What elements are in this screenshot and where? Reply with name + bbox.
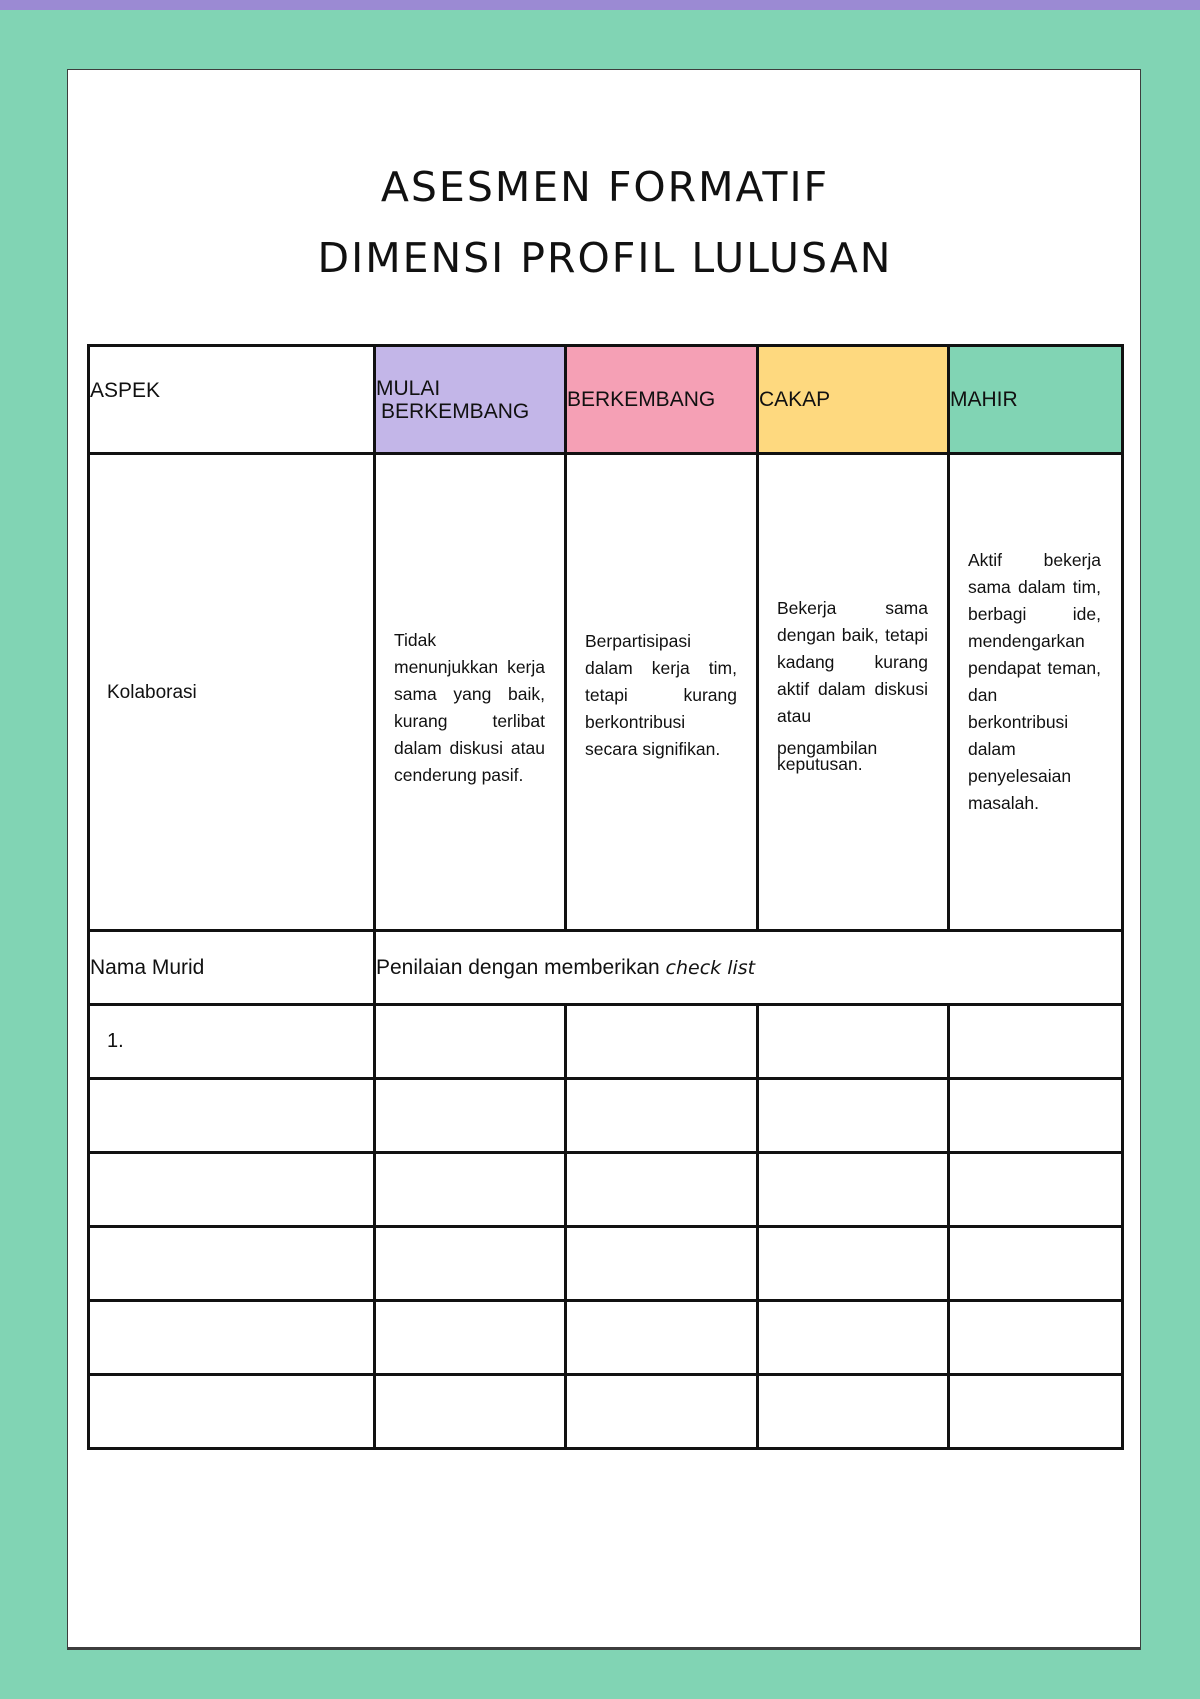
check-cakap[interactable] bbox=[758, 1079, 949, 1153]
check-mulai-berkembang[interactable] bbox=[375, 1153, 566, 1227]
student-row bbox=[89, 1005, 1123, 1079]
document-subtitle: DIMENSI PROFIL LULUSAN bbox=[317, 234, 893, 282]
student-name-cell[interactable]: 1. bbox=[89, 1005, 375, 1079]
student-name-cell[interactable] bbox=[89, 1375, 375, 1449]
check-cakap[interactable] bbox=[758, 1005, 949, 1079]
student-row bbox=[89, 1301, 1123, 1375]
header-aspek: ASPEK bbox=[89, 346, 375, 454]
assessment-note: Penilaian dengan memberikan check list bbox=[375, 931, 1123, 1005]
student-row bbox=[89, 1375, 1123, 1449]
check-berkembang[interactable] bbox=[566, 1079, 758, 1153]
document-page bbox=[67, 69, 1141, 1650]
header-cakap: CAKAP bbox=[758, 346, 949, 454]
header-row bbox=[89, 346, 1123, 454]
check-berkembang[interactable] bbox=[566, 1227, 758, 1301]
check-berkembang[interactable] bbox=[566, 1301, 758, 1375]
check-mahir[interactable] bbox=[949, 1079, 1123, 1153]
header-mulai-berkembang bbox=[375, 346, 566, 454]
check-cakap[interactable] bbox=[758, 1375, 949, 1449]
student-name-cell[interactable] bbox=[89, 1079, 375, 1153]
student-label-row bbox=[89, 931, 1123, 1005]
header-mulai-line2: BERKEMBANG bbox=[381, 399, 530, 423]
student-row bbox=[89, 1079, 1123, 1153]
student-name-cell[interactable] bbox=[89, 1227, 375, 1301]
check-mulai-berkembang[interactable] bbox=[375, 1301, 566, 1375]
check-mulai-berkembang[interactable] bbox=[375, 1005, 566, 1079]
document-title: ASESMEN FORMATIF bbox=[380, 163, 830, 211]
check-berkembang[interactable] bbox=[566, 1153, 758, 1227]
check-cakap[interactable] bbox=[758, 1153, 949, 1227]
check-mulai-berkembang[interactable] bbox=[375, 1375, 566, 1449]
desc-cakap-tail-2: keputusan. bbox=[777, 753, 863, 774]
check-mahir[interactable] bbox=[949, 1375, 1123, 1449]
description-row bbox=[89, 454, 1123, 931]
header-mahir: MAHIR bbox=[949, 346, 1123, 454]
aspect-name: Kolaborasi bbox=[89, 454, 375, 931]
student-name-cell[interactable] bbox=[89, 1301, 375, 1375]
student-row bbox=[89, 1153, 1123, 1227]
check-berkembang[interactable] bbox=[566, 1005, 758, 1079]
desc-berkembang: Berpartisipasi dalam kerja tim, tetapi kurang berkontribusi secara signifikan. bbox=[566, 454, 758, 931]
check-cakap[interactable] bbox=[758, 1227, 949, 1301]
assessment-table bbox=[87, 344, 1124, 1450]
header-berkembang: BERKEMBANG bbox=[566, 346, 758, 454]
check-mahir[interactable] bbox=[949, 1153, 1123, 1227]
desc-cakap: Bekerja sama dengan baik, tetapi kadang kurang aktif dalam diskusi atau pengambilan keputusan. bbox=[758, 454, 949, 931]
check-mulai-berkembang[interactable] bbox=[375, 1079, 566, 1153]
student-row bbox=[89, 1227, 1123, 1301]
top-accent-strip bbox=[0, 0, 1200, 10]
header-mulai-line1: MULAI bbox=[376, 376, 441, 400]
check-cakap[interactable] bbox=[758, 1301, 949, 1375]
check-berkembang[interactable] bbox=[566, 1375, 758, 1449]
check-mahir[interactable] bbox=[949, 1301, 1123, 1375]
check-mahir[interactable] bbox=[949, 1005, 1123, 1079]
desc-mulai-berkembang: Tidak menunjukkan kerja sama yang baik, kurang terlibat dalam diskusi atau cenderung pasif. bbox=[375, 454, 566, 931]
student-name-cell[interactable] bbox=[89, 1153, 375, 1227]
check-mahir[interactable] bbox=[949, 1227, 1123, 1301]
check-mulai-berkembang[interactable] bbox=[375, 1227, 566, 1301]
desc-mahir: Aktif bekerja sama dalam tim, berbagi ide, mendengarkan pendapat teman, dan berkontribusi dalam penyelesaian masalah. bbox=[949, 454, 1123, 931]
desc-cakap-tail-1: pengambilan bbox=[777, 737, 878, 758]
student-name-label: Nama Murid bbox=[89, 931, 375, 1005]
